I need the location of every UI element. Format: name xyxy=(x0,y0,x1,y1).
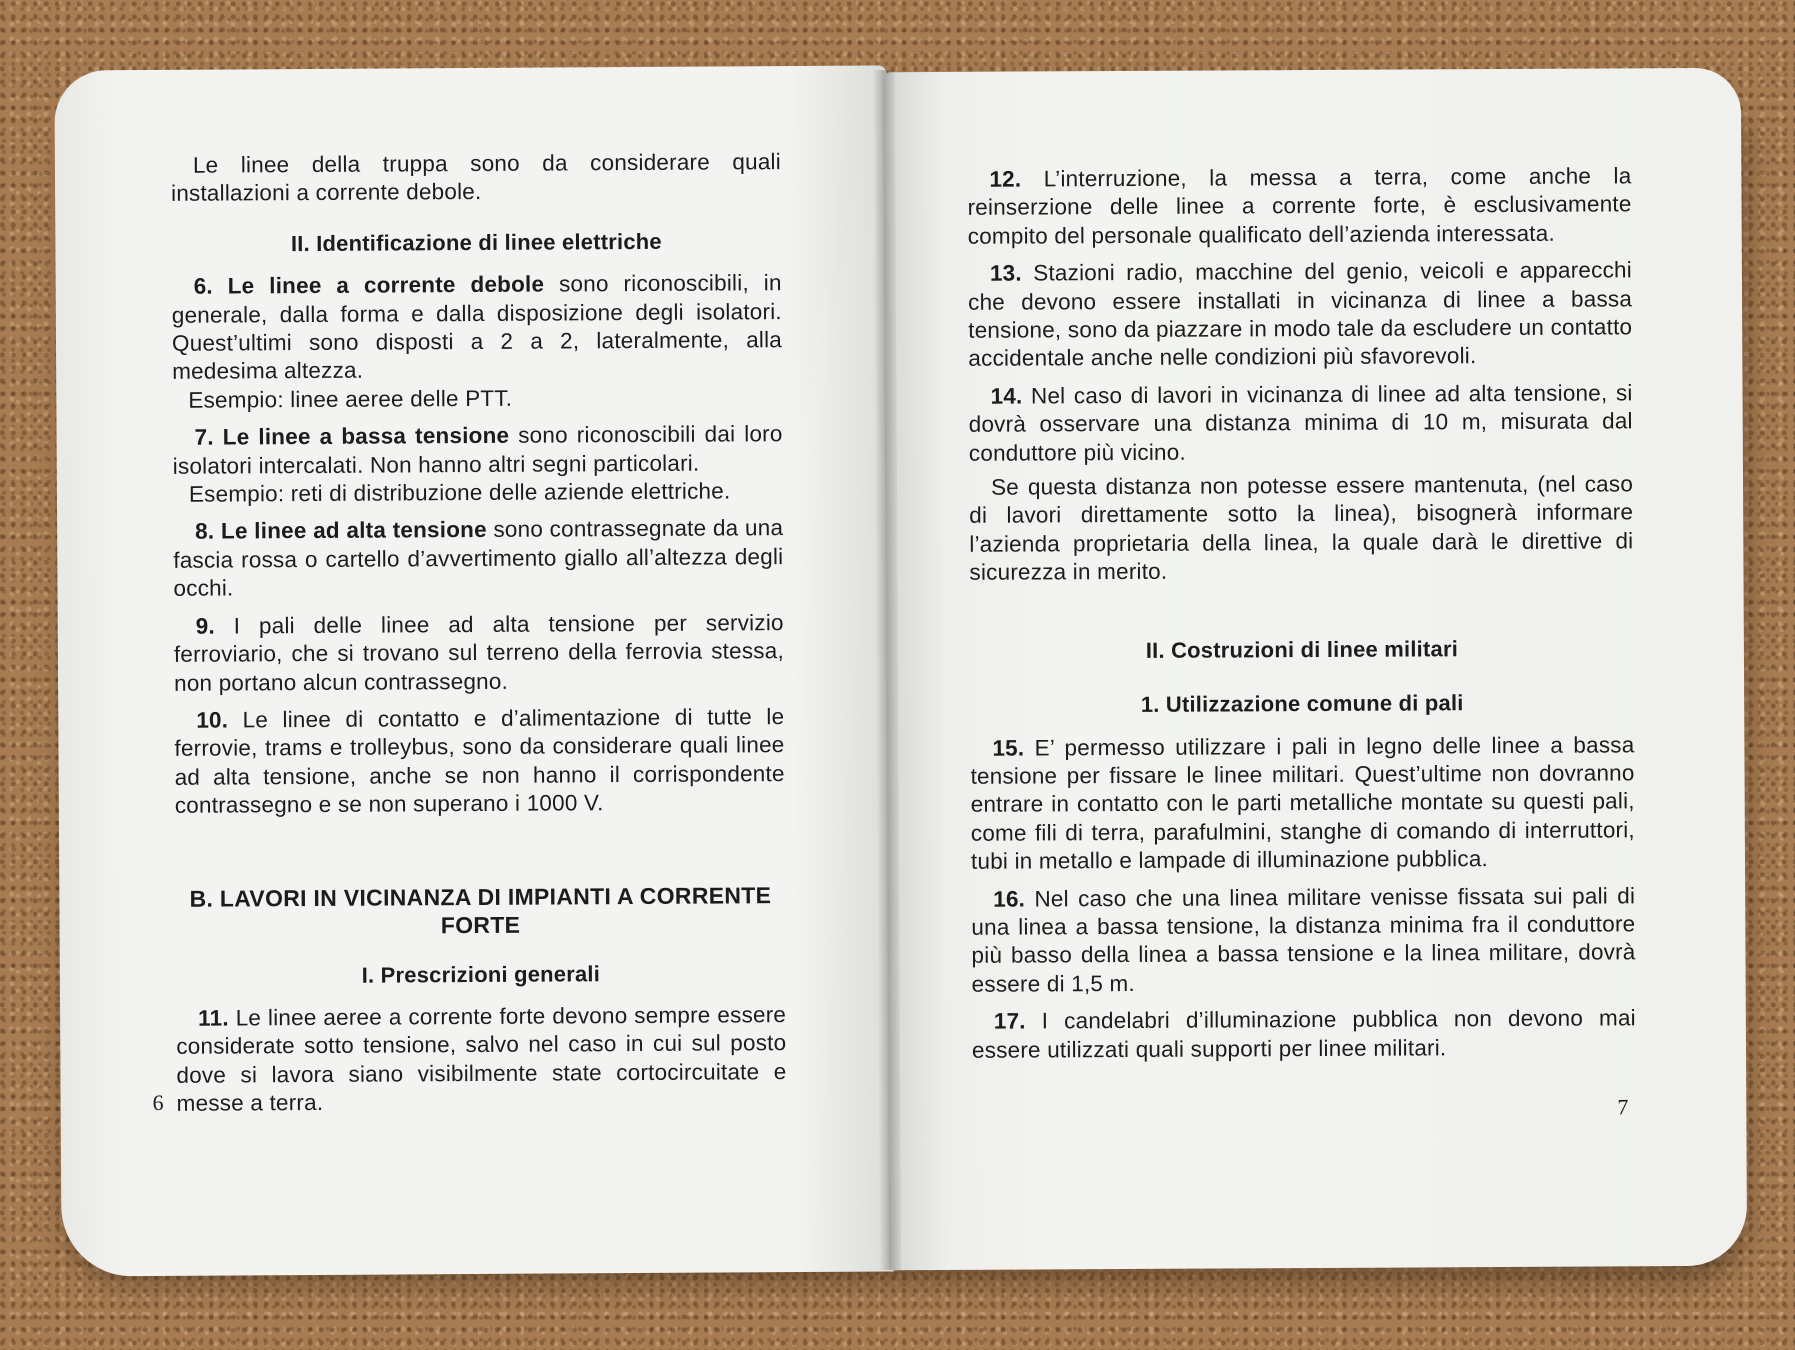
paragraph-number: 11. xyxy=(198,1005,229,1031)
right-page-text xyxy=(967,150,1636,1064)
paragraph-16 xyxy=(971,882,1636,999)
page-number-left: 6 xyxy=(152,1089,164,1115)
bold-term: Le linee ad alta tensione xyxy=(220,517,487,545)
paragraph-9 xyxy=(174,609,785,698)
paragraph-6 xyxy=(172,269,783,386)
paragraph-body: I pali delle linee ad alta tensione per servizio ferroviario, che si trovano sul terreno della ferrovia stessa, non portano alcun contrassegno. xyxy=(173,609,784,696)
paragraph-number: 6. xyxy=(193,273,213,299)
paragraph-15 xyxy=(970,731,1635,877)
page-number-right: 7 xyxy=(1617,1094,1629,1120)
paragraph-number: 13. xyxy=(989,260,1022,286)
left-page xyxy=(54,65,893,1276)
intro-paragraph: Le linee della truppa sono da considerare quali installazioni a corrente debole. xyxy=(171,149,781,207)
paragraph-14-continued: Se questa distanza non potesse essere mantenuta, (nel caso di lavori direttamente sotto la linea), bisognerà informare l’azienda proprietaria della linea, la quale darà le direttive di sicurezza in merito. xyxy=(969,471,1634,586)
paragraph-8 xyxy=(173,515,784,604)
section-ii-heading: II. Identificazione di linee elettriche xyxy=(290,228,662,256)
paragraph-body: I candelabri d’illuminazione pubblica non devono mai essere utilizzati quali supporti per linee militari. xyxy=(971,1005,1636,1063)
paragraph-number: 12. xyxy=(989,166,1022,192)
paragraph-11 xyxy=(176,1001,787,1118)
paragraph-body: sono riconoscibili dai loro isolatori intercalati. Non hanno altri segni particolari. xyxy=(172,421,783,479)
example-6: Esempio: linee aeree delle PTT. xyxy=(188,385,513,413)
section-ii-military-heading: II. Costruzioni di linee militari xyxy=(1145,635,1459,663)
paragraph-number: 17. xyxy=(993,1008,1026,1034)
paragraph-10 xyxy=(174,703,785,820)
paragraph-13 xyxy=(968,257,1633,374)
paragraph-17 xyxy=(972,1004,1636,1064)
paragraph-body: L’interruzione, la messa a terra, come anche la reinserzione delle linee a corrente forte, è esclusivamente compito del personale qualificato dell’azienda interessata. xyxy=(967,163,1632,249)
paragraph-number: 9. xyxy=(195,613,215,639)
bold-term: Le linee a corrente debole xyxy=(227,271,545,299)
paragraph-number: 7. xyxy=(194,424,214,450)
paragraph-number: 16. xyxy=(993,886,1026,912)
paragraph-body: sono riconoscibili, in generale, dalla forma e dalla disposizione degli isolatori. Quest’ultimi sono disposti a 2 a 2, lateralmente, alla medesima altezza. xyxy=(171,270,783,385)
paragraph-body: Le linee di contatto e d’alimentazione di tutte le ferrovie, trams e trolleybus, sono da considerare quali linee ad alta tensione, anche se non hanno il corrispondente contrassegno e se non superano i 1000 V. xyxy=(174,704,785,818)
paragraph-14 xyxy=(968,379,1632,468)
paragraph-7 xyxy=(172,420,782,481)
section-i-heading: I. Prescrizioni generali xyxy=(361,960,601,988)
paragraph-number: 8. xyxy=(195,519,215,545)
section-b-heading-line2: FORTE xyxy=(440,911,521,938)
example-7: Esempio: reti di distribuzione delle aziende elettriche. xyxy=(188,478,731,507)
paragraph-number: 14. xyxy=(990,383,1023,409)
paragraph-number: 15. xyxy=(992,735,1025,761)
right-page xyxy=(883,68,1747,1270)
paragraph-body: sono contrassegnate da una fascia rossa o cartello d’avvertimento giallo all’altezza degli occhi. xyxy=(173,515,784,602)
subsection-1-heading: 1. Utilizzazione comune di pali xyxy=(1140,690,1464,718)
paragraph-body: Nel caso che una linea militare venisse fissata sui pali di una linea a bassa tensione, la distanza minima fra il conduttore più basso della linea a bassa tensione e la linea militare, dovrà essere di 1,5 m. xyxy=(971,882,1636,997)
paragraph-body: Stazioni radio, macchine del genio, veicoli e apparecchi che devono essere installati in vicinanza di linee a bassa tensione, sono da piazzare in modo tale da escludere un contatto accidentale anche nelle condizioni più sfavorevoli. xyxy=(968,257,1633,372)
paragraph-number: 10. xyxy=(196,707,229,733)
paragraph-12 xyxy=(967,162,1631,251)
paragraph-body: Nel caso di lavori in vicinanza di linee ad alta tensione, si dovrà osservare una distanza minima di 10 m, misurata dal conduttore più vicino. xyxy=(968,380,1633,466)
section-b-heading xyxy=(175,881,785,941)
left-page-text xyxy=(171,148,787,1118)
paragraph-body: Le linee aeree a corrente forte devono sempre essere considerate sotto tensione, salvo nel caso in cui sul posto dove si lavora siano visibilmente state cortocircuitate e messe a terra. xyxy=(176,1002,787,1116)
section-b-heading-line1: B. LAVORI IN VICINANZA DI IMPIANTI A CORRENTE xyxy=(189,881,772,912)
paragraph-body: E’ permesso utilizzare i pali in legno delle linee a bassa tensione per fissare le linee militari. Quest’ultime non dovranno entrare in contatto con le parti metalliche montate su questi pali, come fili di terra, parafulmini, stanghe di comando di interruttori, tubi in metallo e lampade di illuminazione pubblica. xyxy=(970,731,1635,874)
bold-term: Le linee a bassa tensione xyxy=(222,423,510,450)
